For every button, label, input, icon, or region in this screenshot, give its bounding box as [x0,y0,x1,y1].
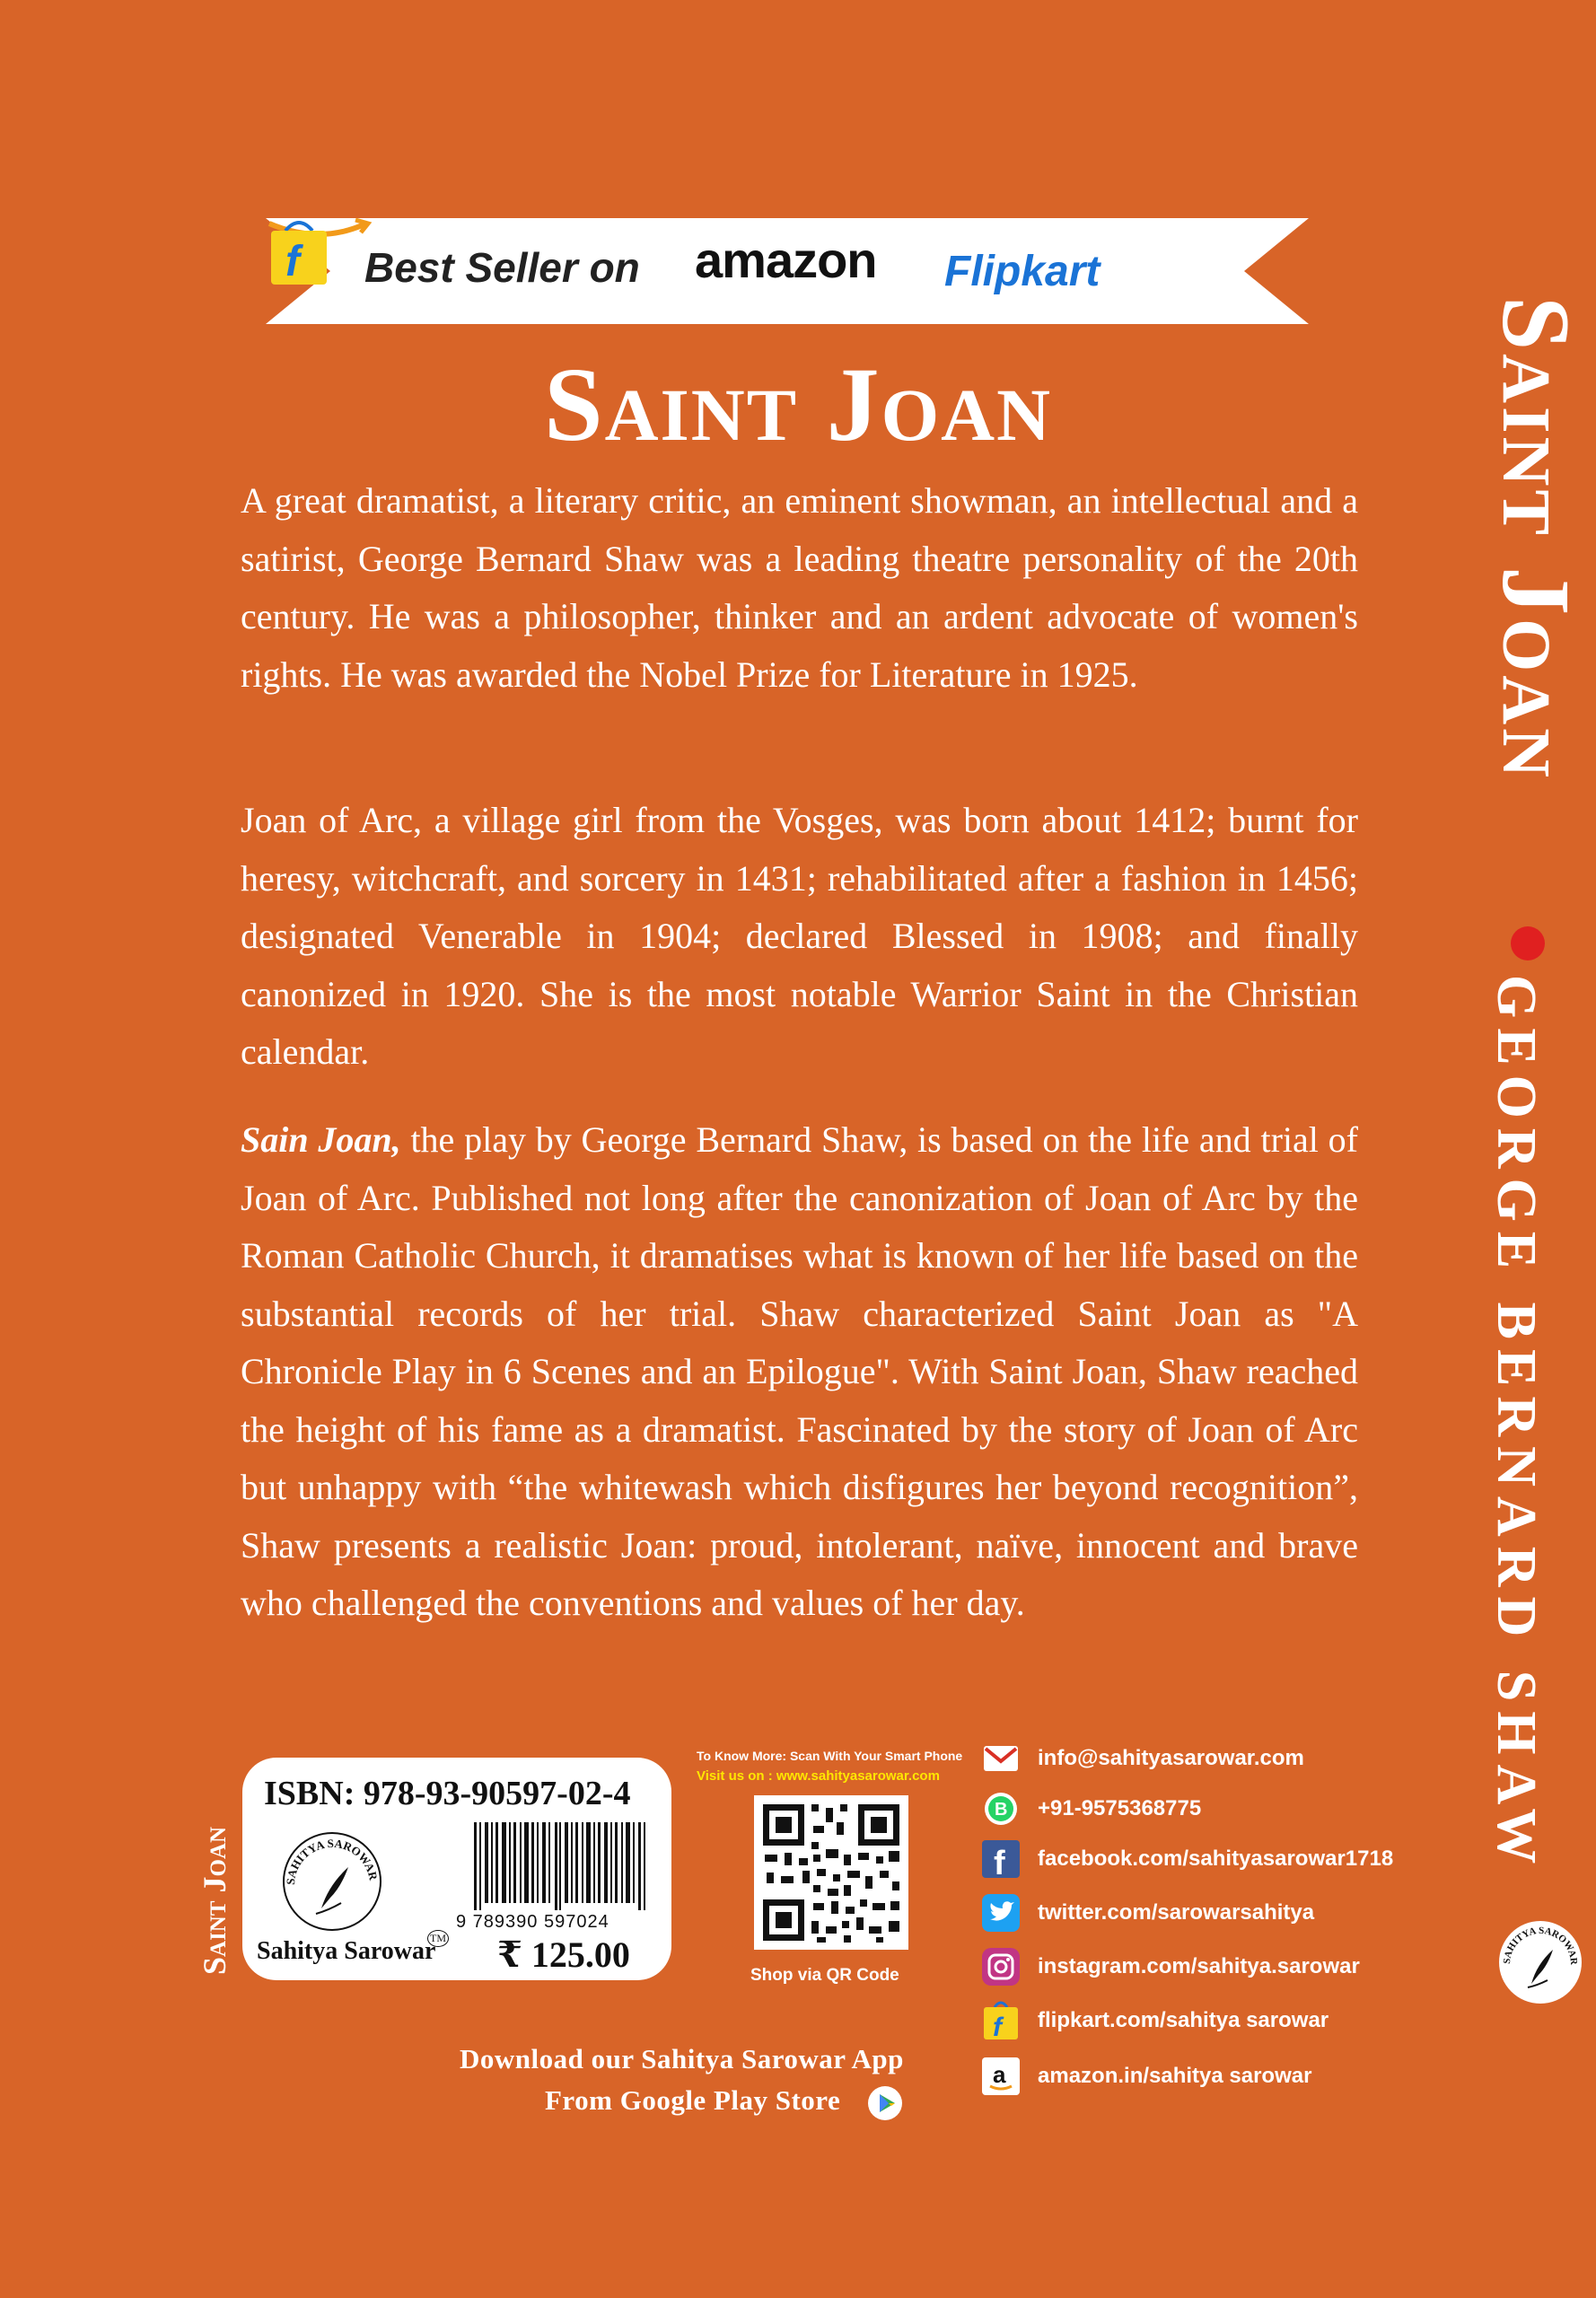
qr-caption: To Know More: Scan With Your Smart Phone [697,1749,963,1763]
contact-twitter [980,1892,1314,1934]
whatsapp-business-icon [980,1788,1022,1829]
barcode-image [474,1822,653,1910]
contact-amazon [980,2056,1311,2097]
description-paragraph-1: A great dramatist, a literary critic, an eminent showman, an intellectual and a satirist, George Bernard Shaw was a leading theatre personality of the 20th century. He was a philosopher, thinker and an ardent advocate of women's rights. He was awarded the Nobel Prize for Literature in 1925. [241,480,1358,695]
isbn-logo-text: SAHITYA SAROWAR [283,1836,381,1886]
download-app-line-2: From Google Play Store [545,2084,841,2116]
spine-separator-dot [1511,926,1545,960]
contact-whatsapp [980,1788,1201,1829]
qr-label: Shop via QR Code [750,1966,899,1985]
facebook-icon [980,1838,1022,1880]
email-address: info@sahityasarowar.com [1038,1746,1304,1770]
publisher-name: Sahitya Sarowar [257,1937,436,1965]
flipkart-logo: Flipkart [944,248,1101,295]
svg-text:B: B [995,1800,1008,1820]
contact-email [980,1738,1304,1779]
contact-facebook [980,1838,1393,1880]
contact-flipkart [980,2000,1329,2041]
publisher-logo-icon [282,1831,382,1932]
facebook-url: facebook.com/sahityasarowar1718 [1038,1846,1394,1871]
phone-number: +91-9575368775 [1038,1796,1202,1820]
instagram-icon [980,1946,1022,1987]
svg-text:f: f [993,2013,1002,2041]
spine-title-text: Saint Joan [1482,296,1589,781]
paragraph-3-text: the play by George Bernard Shaw, is based on the life and trial of Joan of Arc. Published not long after the canonization of Joan of Arc by the Roman Catholic Church, it dramatises what is known of her life based on the substantial records of her trial. Shaw characterized Saint Joan as "A Chronicle Play in 6 Scenes and an Epilogue". With Saint Joan, Shaw reached the height of his fame as a dramatist. Fascinated by the story of Joan of Arc but unhappy with “the whitewash which disfigures her beyond recognition”, Shaw presents a realistic Joan: proud, intolerant, naïve, innocent and brave who challenged the conventions and values of her day. [241,1119,1358,1623]
svg-text:a: a [993,2061,1006,2088]
bestseller-banner [266,218,1309,324]
google-play-icon [867,2085,903,2121]
twitter-icon [980,1892,1022,1934]
twitter-url: twitter.com/sarowarsahitya [1038,1900,1315,1925]
flipkart-bag-icon [266,218,332,286]
website-caption: Visit us on : www.sahityasarowar.com [697,1768,940,1784]
email-icon [980,1738,1022,1779]
svg-text:f: f [285,238,300,285]
amazon-url: amazon.in/sahitya sarowar [1038,2064,1312,2088]
spine-author-text: GEORGE BERNARD SHAW [1486,975,1547,1874]
play-title-emphasis: Sain Joan, [241,1119,401,1160]
description-paragraph-3 [241,1111,1358,1633]
banner-best-seller-text: Best Seller on [364,244,640,291]
isbn-number: ISBN: 978-93-90597-02-4 [264,1775,631,1812]
amazon-icon [980,2056,1022,2097]
qr-code-image [754,1795,908,1950]
download-app-line-1: Download our Sahitya Sarowar App [460,2043,904,2074]
svg-text:f: f [994,1845,1005,1878]
barcode-number: 9 789390 597024 [456,1912,609,1932]
description-paragraph-2: Joan of Arc, a village girl from the Vosges, was born about 1412; burnt for heresy, witchcraft, and sorcery in 1431; rehabilitated after a fashion in 1456; designated Venerable in 1904; declared Blessed in 1908; and finally canonized in 1920. She is the most notable Warrior Saint in the Christian calendar. [241,800,1358,1072]
book-title: Saint Joan [543,346,1053,463]
price: ₹ 125.00 [497,1934,630,1975]
publisher-logo-icon [1497,1919,1583,2005]
flipkart-url: flipkart.com/sahitya sarowar [1038,2008,1329,2032]
contact-instagram [980,1946,1360,1987]
back-spine-title-text: Saint Joan [197,1826,232,1975]
instagram-url: instagram.com/sahitya.sarowar [1038,1954,1360,1978]
isbn-price-box [242,1758,671,1980]
spine-logo-text: SAHITYA SAROWAR [1501,1925,1580,1966]
trademark-symbol: TM [427,1930,449,1947]
flipkart-icon [980,2000,1022,2041]
amazon-logo: amazon [695,232,877,288]
